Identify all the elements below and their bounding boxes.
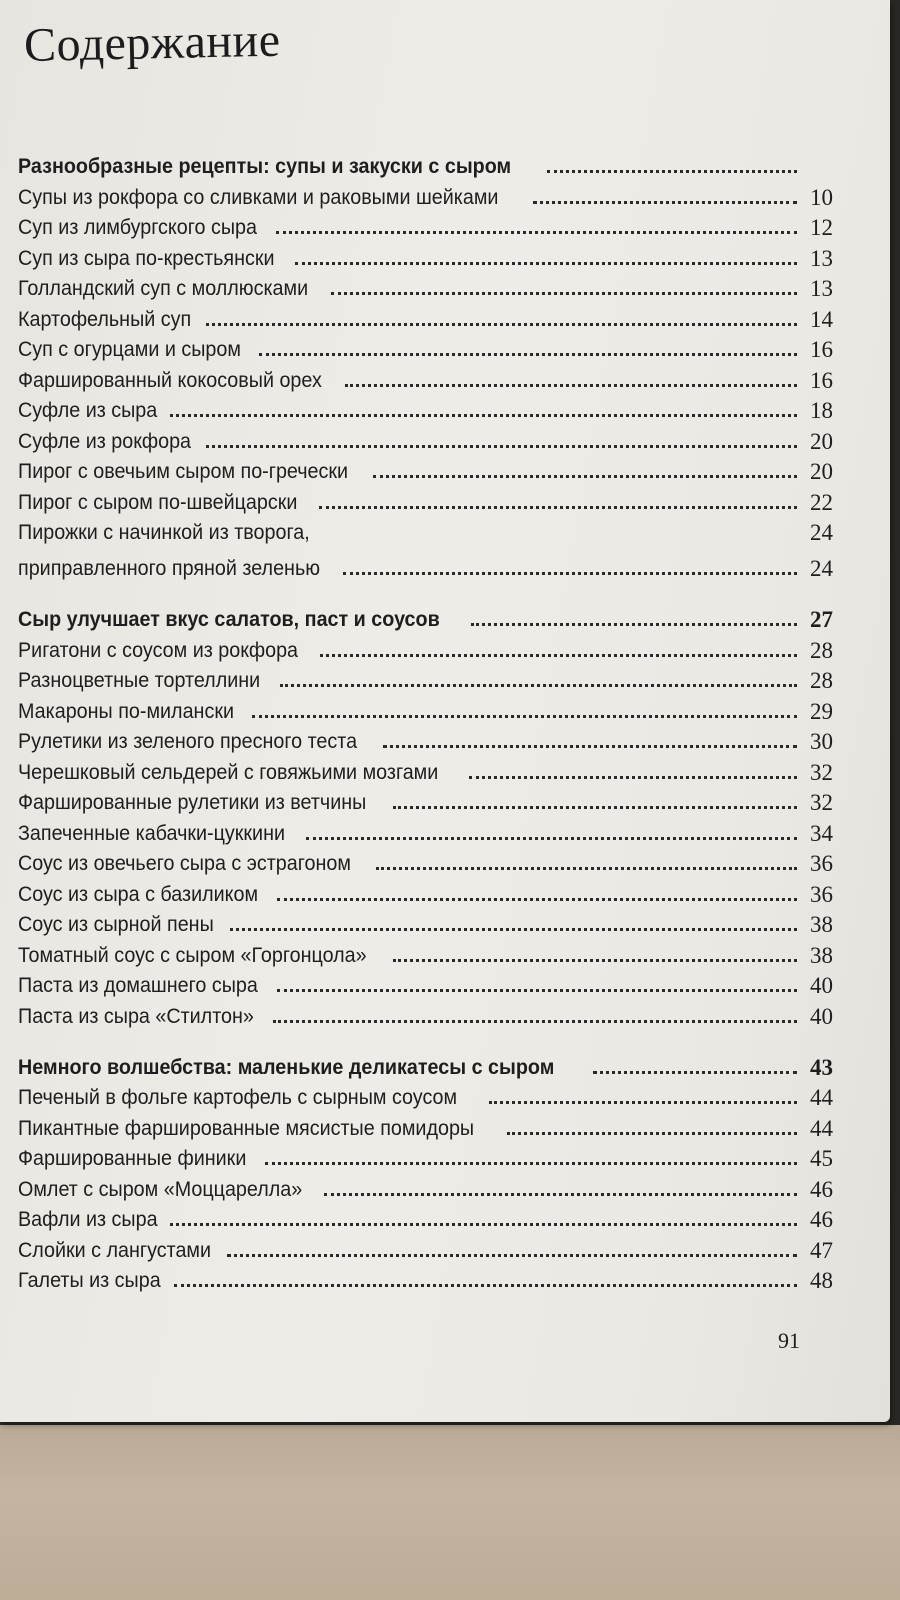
entry-page-number: 36 (810, 851, 833, 876)
entry-page-number: 16 (810, 337, 833, 362)
entry-title: Супы из рокфора со сливками и раковыми шейками (18, 185, 499, 209)
section-heading (18, 148, 833, 179)
dot-leader (277, 988, 797, 992)
entry-page-number: 32 (810, 759, 833, 785)
section-heading (18, 601, 833, 632)
entry-title: Рулетики из зеленого пресного теста (18, 730, 358, 753)
dot-leader (319, 505, 797, 509)
entry-page-number: 16 (810, 367, 833, 393)
toc-entry (18, 968, 833, 999)
entry-page-number: 36 (810, 881, 833, 907)
entry-title: Суп из сыра по-крестьянски (18, 246, 275, 270)
entry-title: Слойки с лангустами (18, 1238, 212, 1262)
entry-page-number: 46 (810, 1207, 833, 1232)
entry-page-number: 30 (810, 729, 833, 754)
entry-title: Суп из лимбургского сыра (18, 216, 257, 239)
toc-section (18, 1049, 833, 1294)
entry-title-continuation: приправленного пряной зеленью (18, 557, 321, 580)
entry-page-number: 24 (810, 520, 833, 545)
toc-entry (18, 754, 833, 785)
toc-entry (18, 454, 833, 485)
toc-entry (18, 663, 833, 694)
entry-page-number: 32 (810, 790, 833, 815)
toc-entry (18, 393, 833, 424)
page-number: 91 (778, 1328, 800, 1353)
dot-leader (489, 1100, 797, 1104)
section-page-number: 43 (810, 1054, 833, 1080)
entry-title: Запеченные кабачки-цуккини (18, 821, 286, 845)
entry-title: Соус из сыра с базиликом (18, 882, 259, 906)
dot-leader (170, 413, 797, 417)
wooden-table (0, 1425, 900, 1600)
toc-entry (18, 423, 833, 454)
toc-entry-continuation (18, 545, 833, 581)
dot-leader (376, 866, 797, 870)
dot-leader (265, 1161, 797, 1165)
entry-page-number: 44 (810, 1085, 833, 1110)
toc-entry (18, 632, 833, 663)
dot-leader (324, 1192, 797, 1196)
dot-leader (295, 261, 797, 265)
dot-leader (227, 1253, 797, 1257)
entry-page-number: 12 (810, 215, 833, 240)
entry-title: Печеный в фольге картофель с сырным соусом (18, 1086, 458, 1109)
entry-title: Паста из домашнего сыра (18, 974, 258, 997)
toc-entry (18, 907, 833, 938)
entry-title: Паста из сыра «Стилтон» (18, 1004, 254, 1028)
entry-title: Пирожки с начинкой из творога, (18, 521, 310, 544)
toc-entry (18, 846, 833, 877)
entry-page-number: 44 (810, 1115, 833, 1141)
section-heading-label: Сыр улучшает вкус салатов, паст и соусов (18, 608, 440, 631)
dot-leader (533, 200, 797, 204)
toc-entry (18, 1110, 833, 1141)
dot-leader (383, 744, 797, 748)
entry-page-number: 47 (810, 1237, 833, 1263)
dot-leader (320, 653, 797, 657)
entry-page-number: 22 (810, 489, 833, 515)
entry-page-number: 18 (810, 398, 833, 423)
dot-leader (547, 169, 797, 173)
entry-page-number: 29 (810, 698, 833, 724)
dot-leader (206, 322, 797, 326)
dot-leader (174, 1283, 797, 1287)
entry-page-number: 28 (810, 637, 833, 663)
entry-title: Омлет с сыром «Моццарелла» (18, 1177, 303, 1201)
entry-title: Галеты из сыра (18, 1269, 161, 1292)
entry-title: Голландский суп с моллюсками (18, 277, 309, 300)
entry-page-number: 13 (810, 245, 833, 271)
toc-entry (18, 724, 833, 755)
entry-page-number: 45 (810, 1146, 833, 1171)
entry-title: Суфле из рокфора (18, 429, 192, 453)
dot-leader (393, 958, 797, 962)
toc-entry (18, 876, 833, 907)
entry-title: Томатный соус с сыром «Горгонцола» (18, 943, 367, 967)
entry-page-number: 38 (810, 912, 833, 937)
entry-page-number: 38 (810, 942, 833, 968)
table-of-contents (18, 148, 833, 1293)
toc-entry (18, 815, 833, 846)
section-heading-label: Разнообразные рецепты: супы и закуски с сыром (18, 155, 512, 178)
toc-entry (18, 301, 833, 332)
toc-entry (18, 1141, 833, 1172)
toc-entry (18, 332, 833, 363)
entry-title: Суфле из сыра (18, 399, 158, 422)
toc-entry (18, 271, 833, 302)
entry-title: Пирог с овечьим сыром по-гречески (18, 460, 349, 483)
dot-leader (277, 897, 797, 901)
dot-leader (206, 444, 797, 448)
dot-leader (471, 622, 797, 626)
dot-leader (469, 775, 797, 779)
entry-title: Вафли из сыра (18, 1208, 158, 1231)
entry-page-number: 13 (810, 276, 833, 301)
toc-entry (18, 693, 833, 724)
entry-page-number: 28 (810, 668, 833, 693)
dot-leader (343, 571, 797, 575)
toc-entry (18, 484, 833, 515)
entry-page-number: 14 (810, 306, 833, 332)
dot-leader (280, 683, 797, 687)
dot-leader (373, 474, 797, 478)
toc-entry (18, 1232, 833, 1263)
entry-title: Фаршированные финики (18, 1147, 247, 1170)
dot-leader (593, 1070, 797, 1074)
dot-leader (331, 291, 797, 295)
toc-entry (18, 1080, 833, 1111)
toc-entry (18, 1171, 833, 1202)
entry-page-number: 46 (810, 1176, 833, 1202)
entry-page-number: 48 (810, 1268, 833, 1293)
dot-leader (507, 1131, 797, 1135)
entry-page-number: 34 (810, 820, 833, 846)
entry-title: Фаршированный кокосовый орех (18, 368, 322, 392)
dot-leader (393, 805, 797, 809)
dot-leader (230, 927, 797, 931)
entry-title: Фаршированные рулетики из ветчины (18, 791, 367, 814)
dot-leader (252, 714, 797, 718)
entry-title: Соус из овечьего сыра с эстрагоном (18, 852, 351, 875)
dot-leader (306, 836, 797, 840)
entry-title: Пикантные фаршированные мясистые помидоры (18, 1116, 475, 1140)
toc-entry (18, 937, 833, 968)
toc-entry (18, 785, 833, 816)
entry-page-number: 20 (810, 459, 833, 484)
dot-leader (276, 230, 797, 234)
toc-entry (18, 998, 833, 1029)
entry-title: Пирог с сыром по-швейцарски (18, 490, 298, 514)
section-heading-label: Немного волшебства: маленькие деликатесы с сыром (18, 1055, 555, 1079)
toc-entry (18, 179, 833, 210)
dot-leader (259, 352, 797, 356)
toc-entry (18, 1263, 833, 1294)
section-page-number: 27 (810, 607, 833, 632)
toc-section (18, 601, 833, 1029)
section-heading (18, 1049, 833, 1080)
dot-leader (273, 1019, 797, 1023)
dot-leader (170, 1222, 797, 1226)
entry-title: Разноцветные тортеллини (18, 669, 261, 692)
entry-page-number: 24 (810, 556, 833, 581)
toc-entry (18, 240, 833, 271)
toc-entry (18, 1202, 833, 1233)
entry-page-number: 10 (810, 184, 833, 210)
entry-title: Черешковый сельдерей с говяжьими мозгами (18, 760, 439, 784)
dot-leader (345, 383, 797, 387)
toc-entry (18, 362, 833, 393)
toc-entry (18, 515, 833, 546)
entry-title: Ригатони с соусом из рокфора (18, 638, 299, 662)
entry-page-number: 40 (810, 973, 833, 998)
entry-page-number: 20 (810, 428, 833, 454)
entry-title: Картофельный суп (18, 307, 192, 331)
entry-title: Макароны по-милански (18, 699, 234, 723)
page-title: Содержание (23, 13, 282, 72)
toc-section (18, 148, 833, 581)
entry-title: Суп с огурцами и сыром (18, 338, 241, 361)
entry-title: Соус из сырной пены (18, 913, 214, 936)
toc-entry (18, 210, 833, 241)
entry-page-number: 40 (810, 1003, 833, 1029)
